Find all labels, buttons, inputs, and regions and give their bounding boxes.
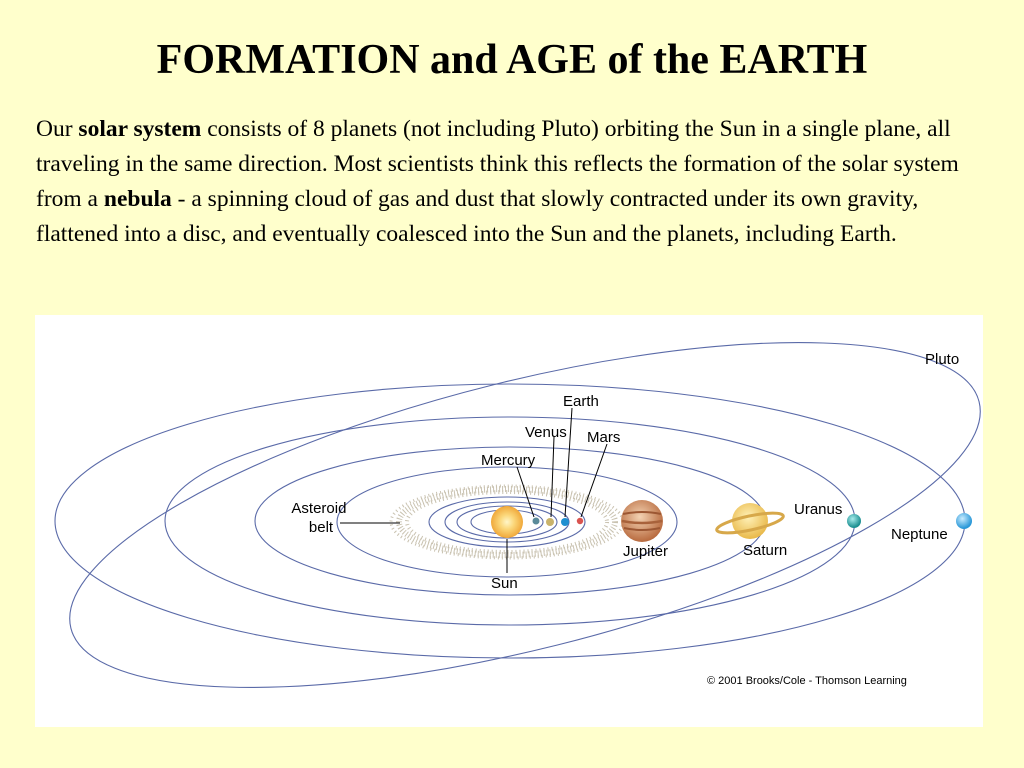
intro-paragraph bbox=[36, 112, 986, 252]
mercury-icon bbox=[533, 518, 540, 525]
sun-label: Sun bbox=[491, 575, 518, 592]
asteroid-belt-label-line2: belt bbox=[308, 519, 334, 536]
saturn-label: Saturn bbox=[743, 542, 788, 559]
mars-label: Mars bbox=[587, 429, 621, 446]
venus-icon bbox=[546, 518, 554, 526]
paragraph-text: - a spinning cloud of gas and dust that slowly contracted under its own gravity, flattened into a disc, and eventually coalesced into the Sun and the planets, including Earth. bbox=[36, 186, 919, 247]
mercury-label: Mercury bbox=[481, 452, 536, 469]
nebula-term: nebula bbox=[103, 186, 172, 212]
saturn-icon bbox=[715, 503, 784, 539]
neptune-label: Neptune bbox=[891, 526, 948, 543]
leader-lines bbox=[340, 408, 607, 573]
neptune-icon bbox=[956, 513, 972, 529]
solar-system-diagram bbox=[35, 315, 983, 727]
paragraph-text: Our bbox=[36, 116, 79, 142]
uranus-label: Uranus bbox=[794, 501, 843, 518]
earth-icon bbox=[561, 518, 569, 526]
asteroid-belt-label-line1: Asteroid bbox=[291, 500, 347, 517]
solar-system-svg bbox=[35, 315, 983, 727]
solar-system-term: solar system bbox=[78, 116, 202, 142]
earth-label: Earth bbox=[563, 393, 599, 410]
venus-label: Venus bbox=[525, 424, 567, 441]
asteroid-belt-label bbox=[291, 500, 350, 536]
sun-icon bbox=[491, 506, 523, 538]
uranus-icon bbox=[847, 514, 861, 528]
mars-icon bbox=[577, 518, 583, 524]
jupiter-icon bbox=[621, 500, 663, 542]
slide-title: FORMATION and AGE of the EARTH bbox=[156, 37, 868, 83]
paragraph-text: consists of 8 planets (not including Pluto) orbiting the Sun in a single plane, all traveling in the same direction. Most scientists think this reflects the formation of the solar system from a bbox=[36, 116, 959, 212]
copyright-credit: © 2001 Brooks/Cole - Thomson Learning bbox=[707, 675, 907, 687]
pluto-label: Pluto bbox=[925, 351, 960, 368]
jupiter-label: Jupiter bbox=[623, 543, 669, 560]
